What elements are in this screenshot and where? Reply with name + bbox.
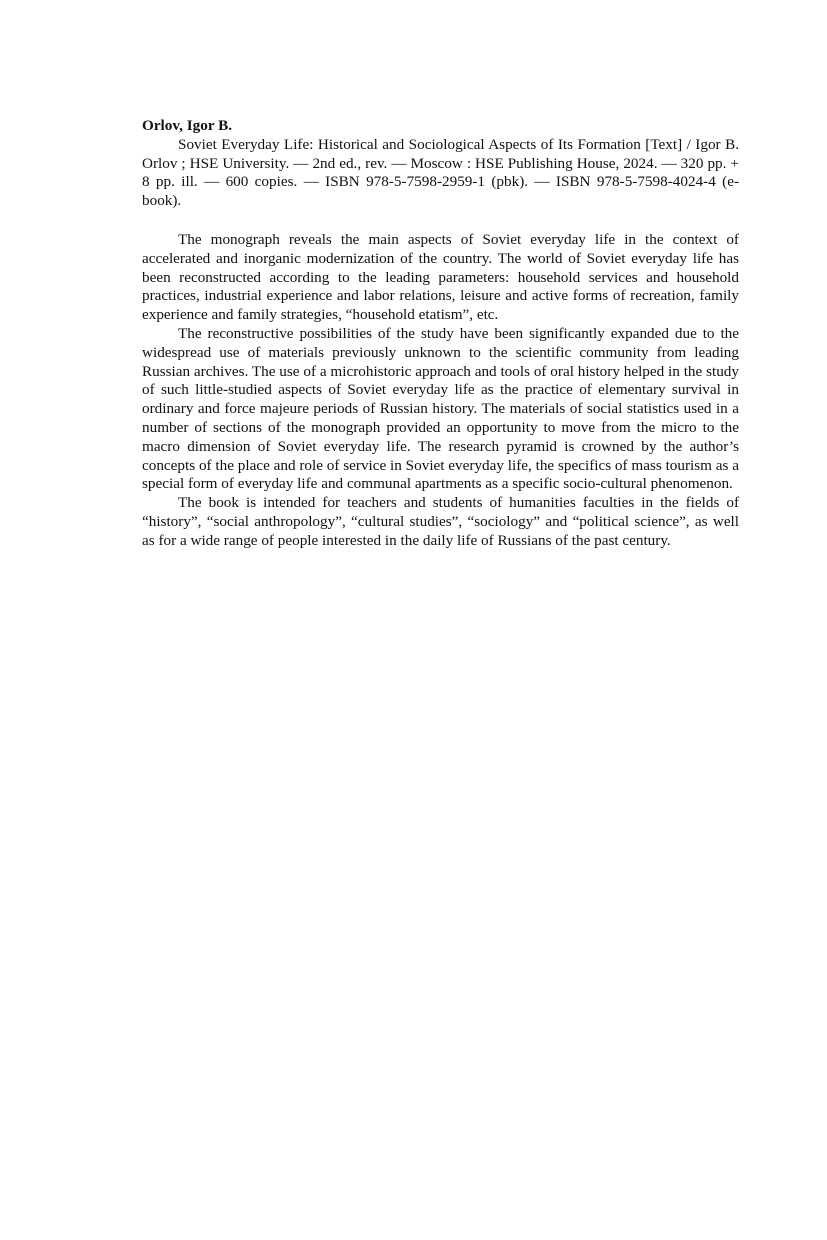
bibliographic-description: Soviet Everyday Life: Historical and Sociological Aspects of Its Formation [Text] / Igor B. Orlov ; HSE University. — 2nd ed., rev. — Moscow : HSE Publishing House, 2024. — 320 pp. + 8 pp. ill. — 600 copies. — ISBN 978-5-7598-2959-1 (pbk). — ISBN 978-5-7598-4024-4 (e-book). <box>142 135 739 210</box>
author-heading: Orlov, Igor B. <box>142 117 233 134</box>
abstract-paragraph: The reconstructive possibilities of the study have been significantly expanded due to the widespread use of materials previously unknown to the scientific community from leading Russian archives. The use of a microhistoric approach and tools of oral history helped in the study of such little-studied aspects of Soviet everyday life as the practice of elementary survival in ordinary and force majeure periods of Russian history. The materials of social statistics used in a number of sections of the monograph provided an opportunity to move from the micro to the macro dimension of Soviet everyday life. The research pyramid is crowned by the author’s concepts of the place and role of service in Soviet everyday life, the specifics of mass tourism as a special form of everyday life and communal apartments as a specific socio-cultural phenomenon. <box>142 324 739 493</box>
abstract <box>142 231 739 551</box>
abstract-paragraph: The monograph reveals the main aspects of Soviet everyday life in the context of accelerated and inorganic modernization of the country. The world of Soviet everyday life has been reconstructed according to the leading parameters: household services and household practices, industrial experience and labor relations, leisure and active forms of recreation, family experience and family strategies, “household etatism”, etc. <box>142 230 739 324</box>
abstract-paragraph: The book is intended for teachers and students of humanities faculties in the fields of “history”, “social anthropology”, “cultural studies”, “sociology” and “political science”, as well as for a wide range of people interested in the daily life of Russians of the past century. <box>142 494 739 549</box>
catalog-record <box>142 117 739 551</box>
